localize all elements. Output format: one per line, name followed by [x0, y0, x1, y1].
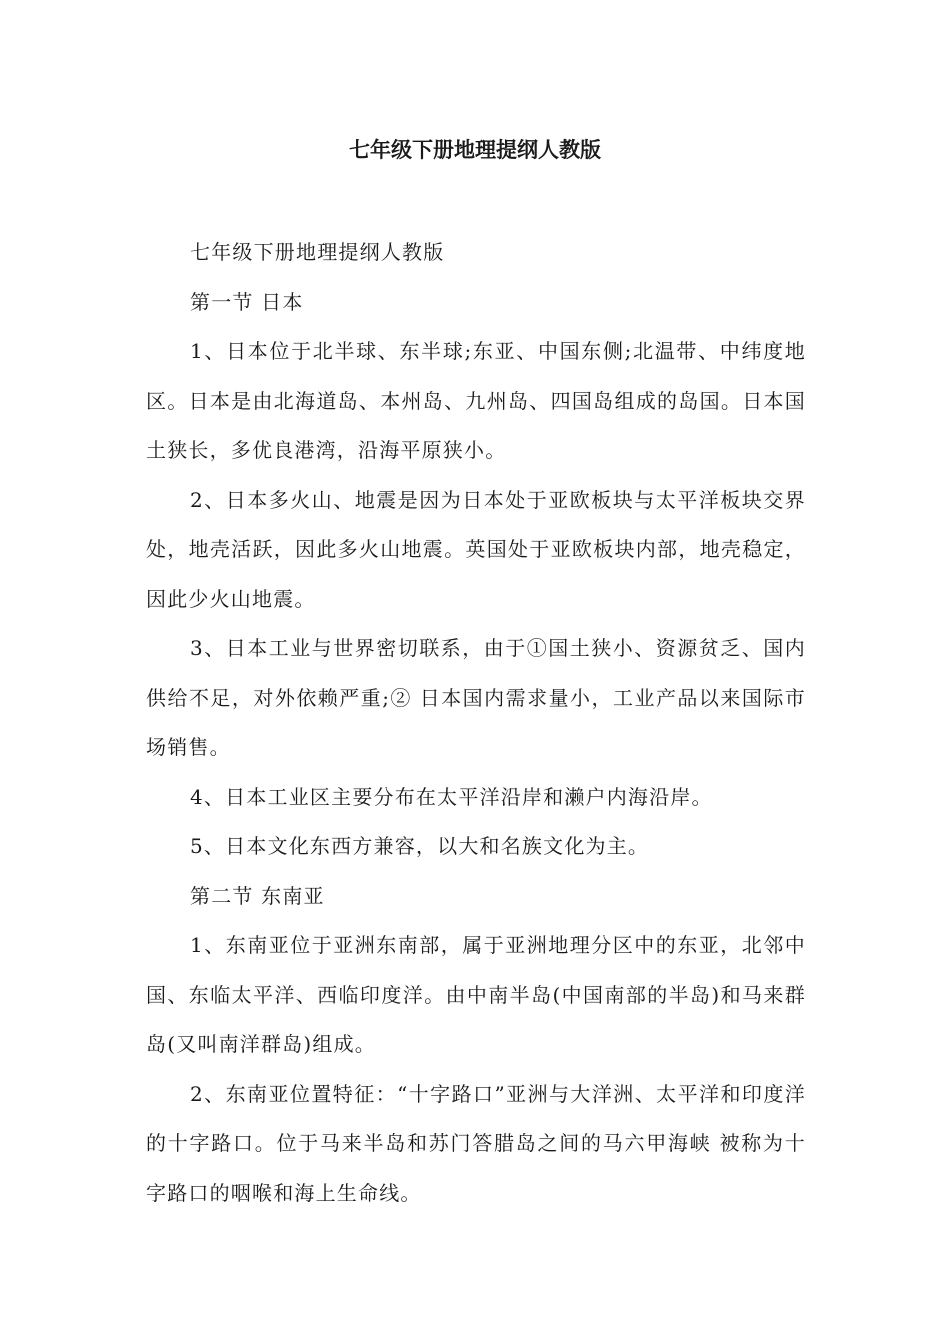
document-body — [146, 228, 806, 1218]
section-heading-japan: 第一节 日本 — [190, 289, 304, 314]
paragraph: 1、东南亚位于亚洲东南部，属于亚洲地理分区中的东亚，北邻中国、东临太平洋、西临印度洋。由中南半岛(中国南部的半岛)和马来群岛(又叫南洋群岛)组成。 — [146, 933, 806, 1056]
section-heading-southeast-asia: 第二节 东南亚 — [190, 883, 325, 908]
paragraph: 1、日本位于北半球、东半球;东亚、中国东侧;北温带、中纬度地区。日本是由北海道岛、本州岛、九州岛、四国岛组成的岛国。日本国土狭长，多优良港湾，沿海平原狭小。 — [146, 339, 806, 462]
paragraph: 3、日本工业与世界密切联系，由于①国土狭小、资源贫乏、国内供给不足，对外依赖严重;② 日本国内需求量小，工业产品以来国际市场销售。 — [146, 636, 806, 759]
paragraph-subtitle: 七年级下册地理提纲人教版 — [190, 240, 445, 264]
paragraph: 5、日本文化东西方兼容，以大和名族文化为主。 — [190, 834, 650, 858]
paragraph: 2、东南亚位置特征：“十字路口”亚洲与大洋洲、太平洋和印度洋的十字路口。位于马来半岛和苏门答腊岛之间的马六甲海峡 被称为十字路口的咽喉和海上生命线。 — [146, 1081, 806, 1205]
document-title: 七年级下册地理提纲人教版 — [349, 138, 601, 162]
paragraph: 4、日本工业区主要分布在太平洋沿岸和濑户内海沿岸。 — [190, 784, 713, 809]
paragraph: 2、日本多火山、地震是因为日本处于亚欧板块与太平洋板块交界处，地壳活跃，因此多火山地震。英国处于亚欧板块内部，地壳稳定，因此少火山地震。 — [146, 487, 806, 611]
